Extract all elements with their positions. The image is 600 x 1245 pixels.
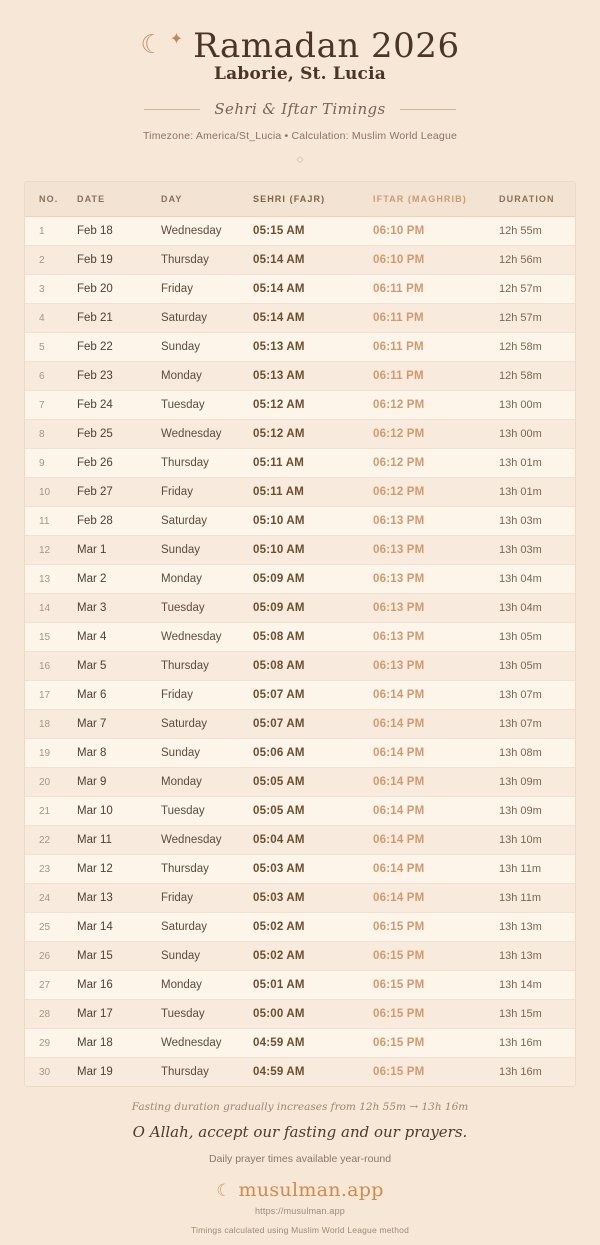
cell-sehri: 05:12 AM	[253, 391, 373, 420]
cell-duration: 13h 09m	[499, 797, 575, 826]
timezone-calculation-meta: Timezone: America/St_Lucia • Calculation: Muslim World League	[142, 130, 458, 142]
cell-date: Feb 22	[77, 333, 161, 362]
crescent-moon-icon: ☾	[140, 29, 164, 59]
cell-duration: 13h 05m	[499, 652, 575, 681]
cell-no: 2	[25, 246, 77, 275]
column-header-no: NO.	[25, 182, 77, 217]
cell-no: 24	[25, 884, 77, 913]
cell-day: Saturday	[161, 507, 253, 536]
table-row	[25, 565, 575, 594]
cell-day: Monday	[161, 362, 253, 391]
cell-duration: 13h 01m	[499, 478, 575, 507]
cell-duration: 13h 11m	[499, 884, 575, 913]
cell-date: Mar 17	[77, 1000, 161, 1029]
table-header-row	[25, 182, 575, 217]
cell-date: Mar 4	[77, 623, 161, 652]
cell-date: Feb 20	[77, 275, 161, 304]
cell-iftar: 06:14 PM	[373, 797, 499, 826]
cell-date: Mar 16	[77, 971, 161, 1000]
table-row	[25, 594, 575, 623]
cell-day: Sunday	[161, 942, 253, 971]
cell-iftar: 06:13 PM	[373, 623, 499, 652]
cell-sehri: 05:14 AM	[253, 246, 373, 275]
table-row	[25, 362, 575, 391]
cell-duration: 13h 13m	[499, 942, 575, 971]
cell-day: Monday	[161, 565, 253, 594]
cell-date: Feb 23	[77, 362, 161, 391]
cell-duration: 13h 08m	[499, 739, 575, 768]
cell-sehri: 05:07 AM	[253, 681, 373, 710]
cell-no: 4	[25, 304, 77, 333]
cell-iftar: 06:11 PM	[373, 304, 499, 333]
cell-day: Sunday	[161, 333, 253, 362]
cell-sehri: 05:04 AM	[253, 826, 373, 855]
cell-date: Mar 9	[77, 768, 161, 797]
cell-iftar: 06:13 PM	[373, 507, 499, 536]
cell-no: 9	[25, 449, 77, 478]
cell-duration: 13h 04m	[499, 594, 575, 623]
table-row	[25, 797, 575, 826]
cell-duration: 13h 07m	[499, 681, 575, 710]
table-row	[25, 1029, 575, 1058]
cell-duration: 13h 03m	[499, 536, 575, 565]
cell-duration: 12h 58m	[499, 362, 575, 391]
cell-iftar: 06:14 PM	[373, 826, 499, 855]
cell-sehri: 04:59 AM	[253, 1029, 373, 1058]
cell-duration: 12h 55m	[499, 217, 575, 246]
table-row	[25, 391, 575, 420]
cell-iftar: 06:12 PM	[373, 449, 499, 478]
cell-no: 12	[25, 536, 77, 565]
table-row	[25, 855, 575, 884]
cell-day: Friday	[161, 681, 253, 710]
cell-iftar: 06:15 PM	[373, 1000, 499, 1029]
cell-date: Feb 24	[77, 391, 161, 420]
cell-sehri: 05:02 AM	[253, 913, 373, 942]
cell-date: Mar 19	[77, 1058, 161, 1087]
cell-day: Wednesday	[161, 1029, 253, 1058]
column-header-day: DAY	[161, 182, 253, 217]
cell-date: Mar 10	[77, 797, 161, 826]
cell-date: Mar 3	[77, 594, 161, 623]
table-row	[25, 884, 575, 913]
table-row	[25, 768, 575, 797]
cell-no: 14	[25, 594, 77, 623]
cell-no: 10	[25, 478, 77, 507]
cell-sehri: 05:02 AM	[253, 942, 373, 971]
cell-sehri: 05:11 AM	[253, 449, 373, 478]
cell-duration: 12h 57m	[499, 304, 575, 333]
cell-sehri: 05:05 AM	[253, 797, 373, 826]
cell-sehri: 05:12 AM	[253, 420, 373, 449]
cell-duration: 13h 10m	[499, 826, 575, 855]
cell-sehri: 05:13 AM	[253, 362, 373, 391]
cell-date: Feb 19	[77, 246, 161, 275]
cell-no: 25	[25, 913, 77, 942]
cell-day: Wednesday	[161, 623, 253, 652]
cell-date: Feb 18	[77, 217, 161, 246]
table-row	[25, 536, 575, 565]
table-row	[25, 217, 575, 246]
cell-date: Mar 13	[77, 884, 161, 913]
cell-no: 7	[25, 391, 77, 420]
cell-day: Friday	[161, 275, 253, 304]
cell-iftar: 06:14 PM	[373, 768, 499, 797]
cell-no: 23	[25, 855, 77, 884]
calculation-method-note: Timings calculated using Muslim World League method	[190, 1225, 410, 1235]
cell-duration: 12h 58m	[499, 333, 575, 362]
cell-duration: 12h 56m	[499, 246, 575, 275]
cell-sehri: 05:08 AM	[253, 652, 373, 681]
table-body	[25, 217, 575, 1087]
cell-iftar: 06:14 PM	[373, 681, 499, 710]
table-row	[25, 652, 575, 681]
table-row	[25, 1058, 575, 1087]
cell-no: 15	[25, 623, 77, 652]
cell-duration: 13h 13m	[499, 913, 575, 942]
cell-date: Mar 5	[77, 652, 161, 681]
cell-sehri: 05:15 AM	[253, 217, 373, 246]
cell-day: Saturday	[161, 710, 253, 739]
cell-duration: 13h 07m	[499, 710, 575, 739]
cell-iftar: 06:14 PM	[373, 739, 499, 768]
cell-duration: 13h 00m	[499, 391, 575, 420]
cell-day: Thursday	[161, 855, 253, 884]
cell-iftar: 06:12 PM	[373, 420, 499, 449]
cell-sehri: 05:03 AM	[253, 884, 373, 913]
cell-day: Friday	[161, 478, 253, 507]
brand-row[interactable]	[0, 1179, 600, 1201]
cell-sehri: 04:59 AM	[253, 1058, 373, 1087]
divider-left	[144, 109, 200, 110]
table-row	[25, 971, 575, 1000]
divider-right	[400, 109, 456, 110]
table-row	[25, 246, 575, 275]
cell-iftar: 06:13 PM	[373, 652, 499, 681]
cell-duration: 13h 03m	[499, 507, 575, 536]
cell-sehri: 05:10 AM	[253, 536, 373, 565]
cell-date: Mar 11	[77, 826, 161, 855]
table-row	[25, 333, 575, 362]
cell-sehri: 05:05 AM	[253, 768, 373, 797]
cell-no: 16	[25, 652, 77, 681]
cell-sehri: 05:07 AM	[253, 710, 373, 739]
star-icon: ✦	[169, 31, 184, 48]
cell-sehri: 05:01 AM	[253, 971, 373, 1000]
cell-duration: 13h 15m	[499, 1000, 575, 1029]
cell-sehri: 05:10 AM	[253, 507, 373, 536]
cell-no: 1	[25, 217, 77, 246]
cell-iftar: 06:13 PM	[373, 536, 499, 565]
cell-no: 26	[25, 942, 77, 971]
cell-iftar: 06:15 PM	[373, 971, 499, 1000]
table-head	[25, 182, 575, 217]
cell-day: Saturday	[161, 304, 253, 333]
duration-note: Fasting duration gradually increases from 12h 55m → 13h 16m	[131, 1101, 469, 1113]
cell-no: 28	[25, 1000, 77, 1029]
brand-crescent-moon-icon: ☾	[216, 1180, 232, 1200]
timings-table-container	[24, 181, 576, 1087]
cell-no: 3	[25, 275, 77, 304]
cell-iftar: 06:14 PM	[373, 710, 499, 739]
brand-url[interactable]: https://musulman.app	[254, 1206, 346, 1216]
table-row	[25, 623, 575, 652]
table-row	[25, 420, 575, 449]
cell-iftar: 06:14 PM	[373, 884, 499, 913]
cell-date: Feb 28	[77, 507, 161, 536]
timings-table	[25, 182, 575, 1086]
cell-day: Tuesday	[161, 391, 253, 420]
cell-sehri: 05:11 AM	[253, 478, 373, 507]
cell-date: Feb 27	[77, 478, 161, 507]
cell-date: Mar 12	[77, 855, 161, 884]
cell-sehri: 05:06 AM	[253, 739, 373, 768]
cell-duration: 13h 14m	[499, 971, 575, 1000]
table-row	[25, 449, 575, 478]
cell-sehri: 05:13 AM	[253, 333, 373, 362]
cell-date: Mar 1	[77, 536, 161, 565]
column-header-duration: DURATION	[499, 182, 575, 217]
cell-day: Monday	[161, 971, 253, 1000]
cell-duration: 13h 16m	[499, 1058, 575, 1087]
cell-iftar: 06:13 PM	[373, 565, 499, 594]
cell-iftar: 06:15 PM	[373, 1029, 499, 1058]
table-row	[25, 304, 575, 333]
cell-no: 5	[25, 333, 77, 362]
cell-iftar: 06:14 PM	[373, 855, 499, 884]
table-row	[25, 1000, 575, 1029]
cell-date: Mar 14	[77, 913, 161, 942]
cell-day: Wednesday	[161, 420, 253, 449]
cell-sehri: 05:14 AM	[253, 275, 373, 304]
cell-date: Mar 7	[77, 710, 161, 739]
cell-no: 18	[25, 710, 77, 739]
cell-duration: 12h 57m	[499, 275, 575, 304]
column-header-sehri: SEHRI (FAJR)	[253, 182, 373, 217]
cell-day: Monday	[161, 768, 253, 797]
cell-date: Mar 2	[77, 565, 161, 594]
cell-duration: 13h 00m	[499, 420, 575, 449]
cell-sehri: 05:09 AM	[253, 565, 373, 594]
cell-day: Sunday	[161, 739, 253, 768]
cell-no: 8	[25, 420, 77, 449]
cell-sehri: 05:14 AM	[253, 304, 373, 333]
cell-day: Friday	[161, 884, 253, 913]
cell-no: 30	[25, 1058, 77, 1087]
column-header-iftar: IFTAR (MAGHRIB)	[373, 182, 499, 217]
page-title: Ramadan 2026	[193, 26, 460, 66]
cell-day: Wednesday	[161, 217, 253, 246]
column-header-date: DATE	[77, 182, 161, 217]
cell-duration: 13h 01m	[499, 449, 575, 478]
cell-day: Thursday	[161, 449, 253, 478]
table-row	[25, 913, 575, 942]
cell-duration: 13h 09m	[499, 768, 575, 797]
location-subtitle: Laborie, St. Lucia	[214, 64, 386, 84]
cell-duration: 13h 04m	[499, 565, 575, 594]
cell-date: Feb 21	[77, 304, 161, 333]
brand-name[interactable]: musulman.app	[238, 1179, 384, 1201]
cell-iftar: 06:10 PM	[373, 246, 499, 275]
page-header	[0, 24, 600, 169]
cell-duration: 13h 16m	[499, 1029, 575, 1058]
cell-iftar: 06:15 PM	[373, 913, 499, 942]
table-row	[25, 478, 575, 507]
cell-date: Mar 6	[77, 681, 161, 710]
cell-day: Thursday	[161, 246, 253, 275]
cell-day: Wednesday	[161, 826, 253, 855]
title-row	[0, 26, 600, 66]
table-row	[25, 826, 575, 855]
cell-no: 19	[25, 739, 77, 768]
cell-day: Tuesday	[161, 594, 253, 623]
cell-day: Thursday	[161, 1058, 253, 1087]
table-row	[25, 275, 575, 304]
page-footer	[0, 1087, 600, 1235]
table-row	[25, 739, 575, 768]
cell-no: 27	[25, 971, 77, 1000]
section-label: Sehri & Iftar Timings	[214, 100, 386, 118]
table-row	[25, 681, 575, 710]
cell-date: Feb 25	[77, 420, 161, 449]
diamond-ornament-icon: ◇	[296, 154, 304, 164]
cell-iftar: 06:12 PM	[373, 391, 499, 420]
table-row	[25, 942, 575, 971]
cell-duration: 13h 11m	[499, 855, 575, 884]
cell-day: Tuesday	[161, 797, 253, 826]
cell-iftar: 06:11 PM	[373, 333, 499, 362]
cell-no: 29	[25, 1029, 77, 1058]
cell-iftar: 06:12 PM	[373, 478, 499, 507]
cell-day: Tuesday	[161, 1000, 253, 1029]
cell-duration: 13h 05m	[499, 623, 575, 652]
cell-day: Saturday	[161, 913, 253, 942]
cell-sehri: 05:03 AM	[253, 855, 373, 884]
cell-no: 11	[25, 507, 77, 536]
cell-iftar: 06:11 PM	[373, 362, 499, 391]
cell-iftar: 06:11 PM	[373, 275, 499, 304]
table-row	[25, 710, 575, 739]
cell-no: 13	[25, 565, 77, 594]
table-row	[25, 507, 575, 536]
cell-no: 21	[25, 797, 77, 826]
tagline-text: Daily prayer times available year-round	[208, 1153, 392, 1165]
section-label-row	[0, 100, 600, 118]
cell-iftar: 06:10 PM	[373, 217, 499, 246]
cell-date: Feb 26	[77, 449, 161, 478]
cell-day: Sunday	[161, 536, 253, 565]
cell-day: Thursday	[161, 652, 253, 681]
cell-iftar: 06:15 PM	[373, 942, 499, 971]
cell-date: Mar 8	[77, 739, 161, 768]
cell-no: 20	[25, 768, 77, 797]
cell-iftar: 06:15 PM	[373, 1058, 499, 1087]
dua-text: O Allah, accept our fasting and our prayers.	[132, 1123, 468, 1141]
cell-no: 6	[25, 362, 77, 391]
cell-date: Mar 15	[77, 942, 161, 971]
cell-sehri: 05:00 AM	[253, 1000, 373, 1029]
cell-sehri: 05:09 AM	[253, 594, 373, 623]
cell-no: 22	[25, 826, 77, 855]
cell-sehri: 05:08 AM	[253, 623, 373, 652]
cell-iftar: 06:13 PM	[373, 594, 499, 623]
cell-no: 17	[25, 681, 77, 710]
cell-date: Mar 18	[77, 1029, 161, 1058]
